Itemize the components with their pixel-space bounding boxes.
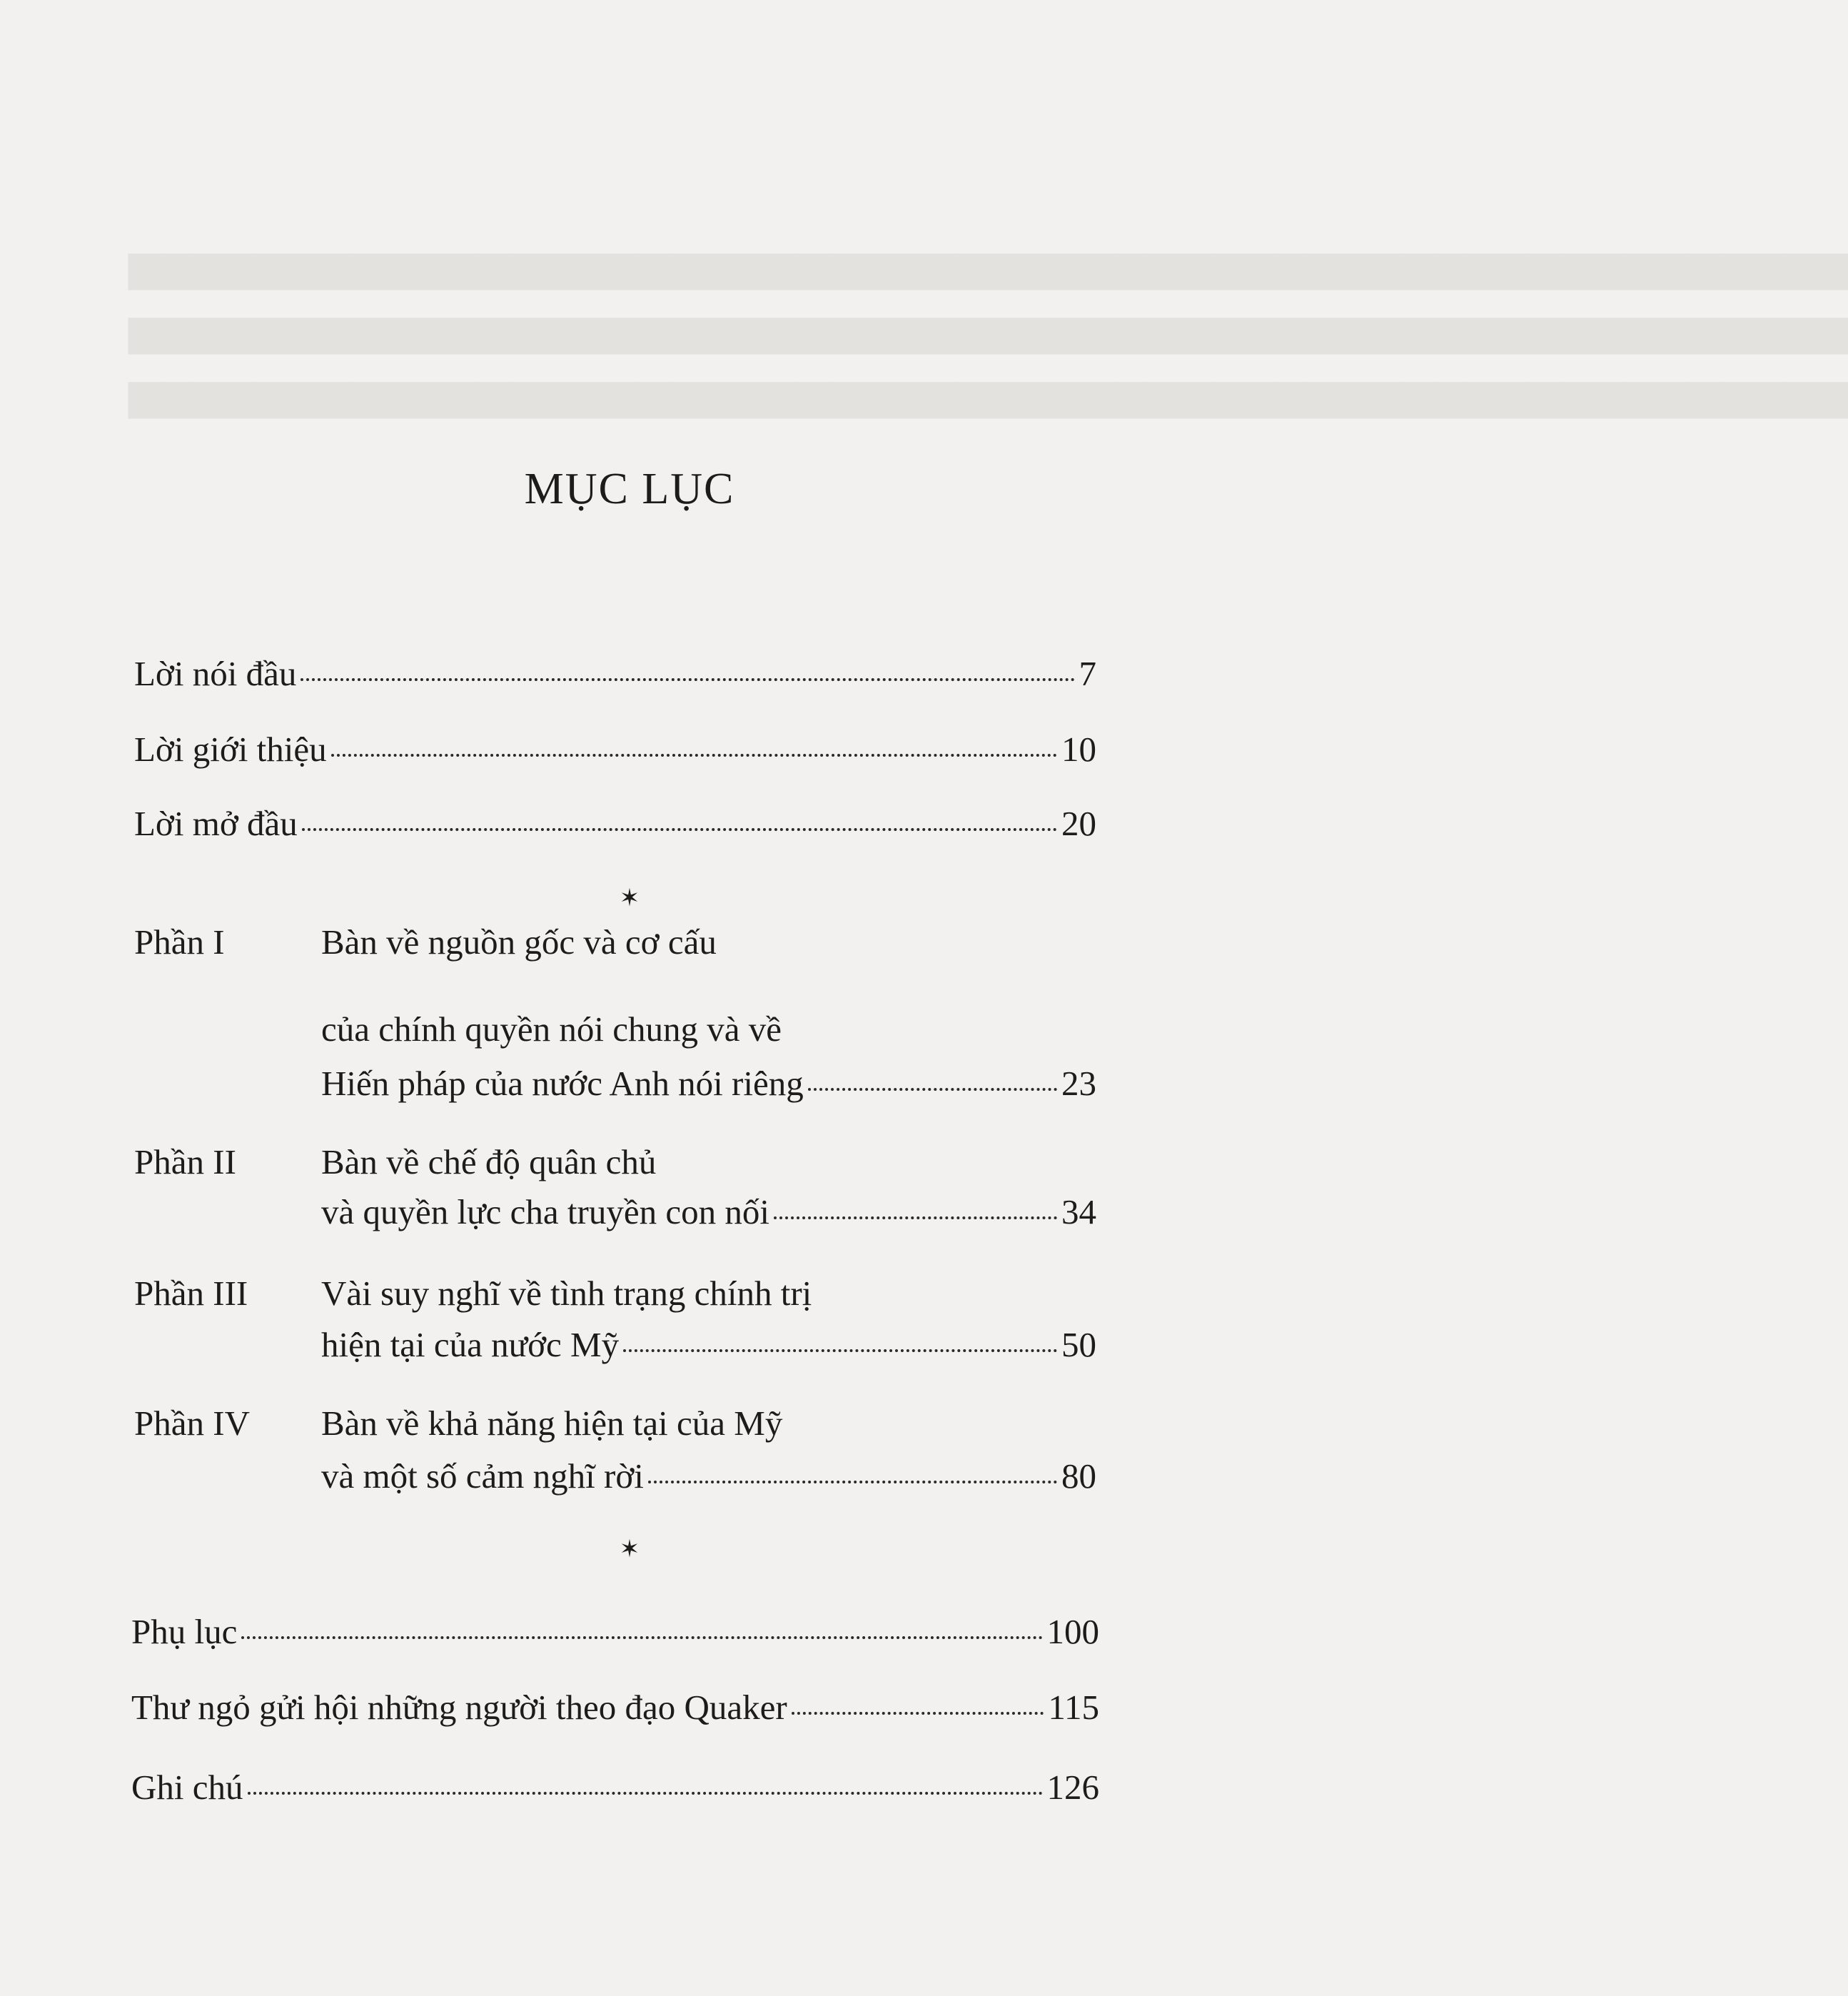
toc-entry-page: 115 — [1048, 1688, 1099, 1727]
toc-entry-page: 34 — [1061, 1192, 1096, 1231]
part-label: Phần I — [134, 922, 225, 962]
separator-star-icon: ✶ — [619, 885, 640, 912]
dot-leader — [248, 1783, 1043, 1795]
dot-leader — [774, 1208, 1057, 1219]
toc-entry-page: 100 — [1046, 1612, 1099, 1651]
book-page: ▆▆▆▆▆▆▆▆▆▆▆▆▆▆▆▆▆▆▆▆▆▆▆▆▆▆▆▆▆▆▆▆▆▆▆▆▆▆▆▆▆▆▆▆▆▆▆▆▆▆▆▆▆▆ ▆▆▆▆▆▆▆▆▆▆▆▆▆▆▆▆▆▆▆▆▆▆▆▆▆▆▆▆▆▆▆▆▆▆▆▆▆▆▆▆▆▆▆▆▆▆▆▆▆▆▆▆▆▆ ▆▆▆▆▆▆▆▆▆▆▆▆▆▆▆▆▆▆▆▆▆▆▆▆▆▆▆▆▆▆▆▆▆▆▆▆▆▆▆▆▆▆▆▆▆▆▆▆▆▆▆▆▆▆ MỤC LỤC Lời nói đầu 7 Lời giới thiệu 10 Lời mở đầu 20 ✶ Phần I Bàn về nguồn gốc và cơ cấu của chính quyền nói chung và về Hiến pháp của nước Anh nói riêng 23 Phần II Bàn về chế độ quân chủ và quyền lực cha truyền con nối 34 Phần III Vài suy nghĩ về tình trạng chính trị hiện tại của nước Mỹ 50 Phần IV Bàn về khả năng hiện tại của Mỹ và một số cảm nghĩ rời 80 ✶ Phụ lục 100 Thư ngỏ gửi hội những người theo đạo Quaker 115 Ghi chú 126 — [0, 0, 1259, 1996]
page-title: MỤC LỤC — [524, 465, 735, 513]
part-title-line: Bàn về chế độ quân chủ — [321, 1142, 657, 1181]
toc-entry-page: 7 — [1079, 654, 1096, 693]
toc-entry[interactable] — [321, 1453, 1096, 1499]
part-title-line: hiện tại của nước Mỹ — [321, 1325, 620, 1364]
toc-entry-label: Phụ lục — [131, 1612, 238, 1651]
part-label: Phần III — [134, 1274, 248, 1313]
toc-entry-page: 50 — [1061, 1325, 1096, 1364]
part-label: Phần IV — [134, 1403, 250, 1443]
toc-entry[interactable] — [134, 801, 1096, 847]
toc-entry[interactable] — [131, 1765, 1099, 1810]
toc-entry-page: 126 — [1046, 1768, 1099, 1807]
toc-entry[interactable] — [321, 1189, 1096, 1235]
toc-entry-label: Thư ngỏ gửi hội những người theo đạo Quaker — [131, 1688, 787, 1727]
toc-entry-page: 80 — [1061, 1456, 1096, 1496]
toc-entry[interactable] — [131, 1685, 1099, 1730]
toc-entry[interactable] — [134, 651, 1096, 697]
toc-entry[interactable] — [131, 1609, 1099, 1655]
dot-leader — [302, 820, 1057, 831]
dot-leader — [241, 1628, 1042, 1639]
part-title-line: Bàn về khả năng hiện tại của Mỹ — [321, 1403, 783, 1443]
dot-leader — [301, 670, 1074, 681]
dot-leader — [331, 745, 1057, 757]
toc-entry-label: Ghi chú — [131, 1768, 243, 1807]
toc-entry[interactable] — [321, 1322, 1096, 1368]
toc-entry-page: 20 — [1061, 804, 1096, 843]
dot-leader — [808, 1079, 1057, 1091]
part-title-line: và quyền lực cha truyền con nối — [321, 1192, 769, 1231]
dot-leader — [623, 1341, 1057, 1352]
part-title-line: Vài suy nghĩ về tình trạng chính trị — [321, 1274, 812, 1313]
toc-entry-page: 23 — [1061, 1064, 1096, 1103]
dot-leader — [792, 1703, 1044, 1715]
toc-entry-label: Lời giới thiệu — [134, 730, 327, 769]
toc-entry[interactable] — [321, 1061, 1096, 1107]
part-title-line: Bàn về nguồn gốc và cơ cấu — [321, 922, 717, 962]
dot-leader — [648, 1472, 1057, 1483]
part-title-line: và một số cảm nghĩ rời — [321, 1456, 644, 1496]
part-label: Phần II — [134, 1142, 236, 1181]
separator-star-icon: ✶ — [619, 1536, 640, 1563]
part-title-line: Hiến pháp của nước Anh nói riêng — [321, 1064, 804, 1103]
toc-entry[interactable] — [134, 727, 1096, 772]
toc-entry-page: 10 — [1061, 730, 1096, 769]
toc-entry-label: Lời nói đầu — [134, 654, 297, 693]
toc-entry-label: Lời mở đầu — [134, 804, 298, 843]
part-title-line: của chính quyền nói chung và về — [321, 1009, 782, 1049]
